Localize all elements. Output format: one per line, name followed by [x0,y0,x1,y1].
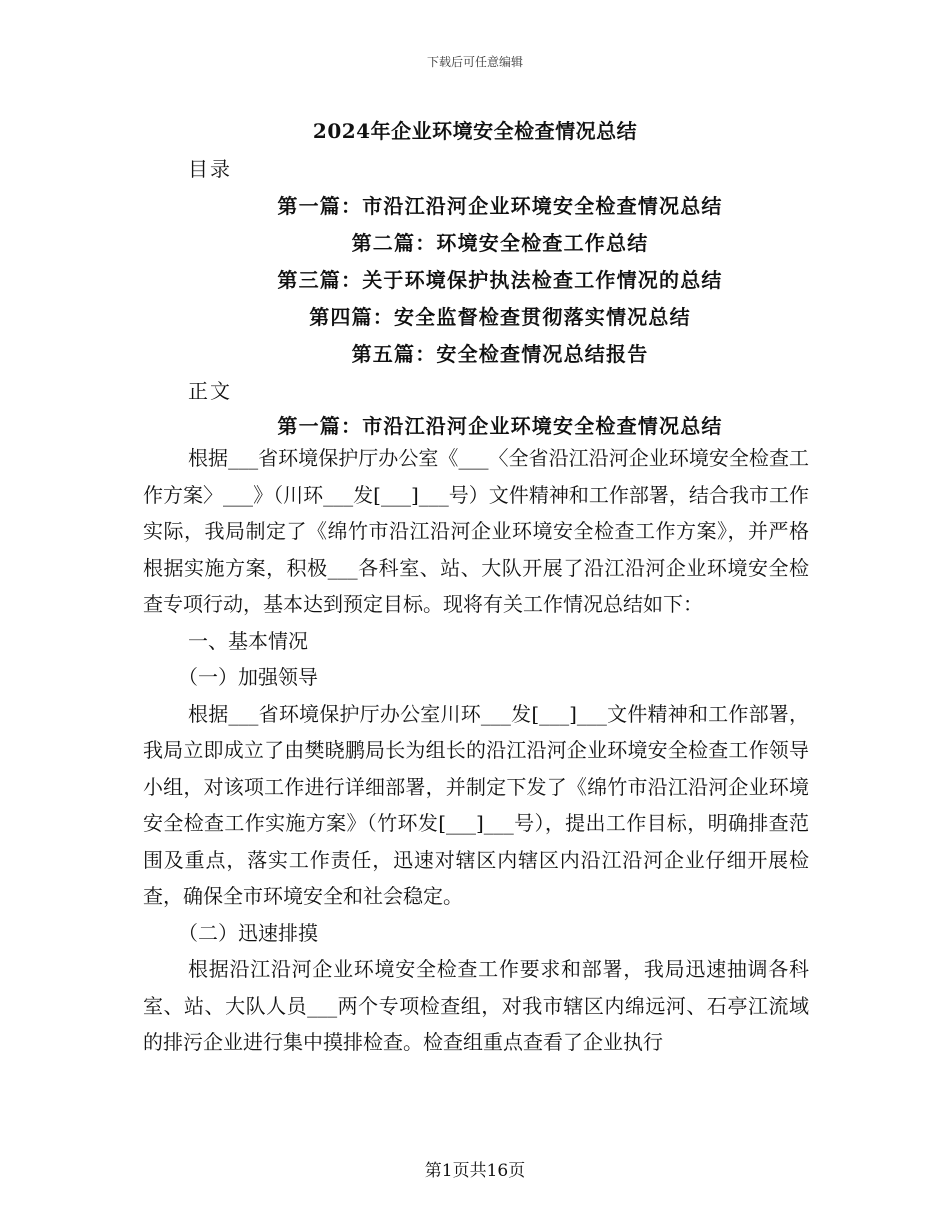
body-label: 正文 [188,379,232,403]
intro-paragraph: 根据___省环境保护厅办公室《___〈全省沿江沿河企业环境安全检查工作方案〉___》（川环___发[___]___号）文件精神和工作部署，结合我市工作实际，我局制定了《绵竹市沿江沿河企业环境安全检查工作方案》，并严格根据实施方案，积极___各科室、站、大队开展了沿江沿河企业环境安全检查专项行动，基本达到预定目标。现将有关工作情况总结如下： [143,446,809,616]
heading-strengthen-leadership: （一）加强领导 [178,665,318,689]
toc-item-5: 第五篇：安全检查情况总结报告 [351,342,649,366]
toc-item-3: 第三篇：关于环境保护执法检查工作情况的总结 [277,268,723,292]
page-number: 第1页共16页 [424,1161,526,1181]
section-title: 第一篇：市沿江沿河企业环境安全检查情况总结 [277,414,723,438]
survey-paragraph: 根据沿江沿河企业环境安全检查工作要求和部署，我局迅速抽调各科室、站、大队人员___两个专项检查组，对我市辖区内绵远河、石亭江流域的排污企业进行集中摸排检查。检查组重点查看了企业执行 [143,957,809,1054]
leadership-paragraph: 根据___省环境保护厅办公室川环___发[___]___文件精神和工作部署，我局立即成立了由樊晓鹏局长为组长的沿江沿河企业环境安全检查工作领导小组，对该项工作进行详细部署，并制定下发了《绵竹市沿江沿河企业环境安全检查工作实施方案》（竹环发[___]___号），提出工作目标，明确排查范围及重点，落实工作责任，迅速对辖区内辖区内沿江沿河企业仔细开展检查，确保全市环境安全和社会稳定。 [143,701,809,908]
toc-item-1: 第一篇：市沿江沿河企业环境安全检查情况总结 [277,194,723,218]
header-note: 下载后可任意编辑 [426,55,523,69]
toc-label: 目录 [188,157,232,181]
heading-basic-situation: 一、基本情况 [188,628,308,653]
heading-rapid-survey: （二）迅速排摸 [178,920,318,945]
document-title: 2024年企业环境安全检查情况总结 [312,119,638,143]
toc-item-4: 第四篇：安全监督检查贯彻落实情况总结 [309,305,691,329]
body-text [143,440,809,1061]
toc-item-2: 第二篇：环境安全检查工作总结 [351,231,649,255]
